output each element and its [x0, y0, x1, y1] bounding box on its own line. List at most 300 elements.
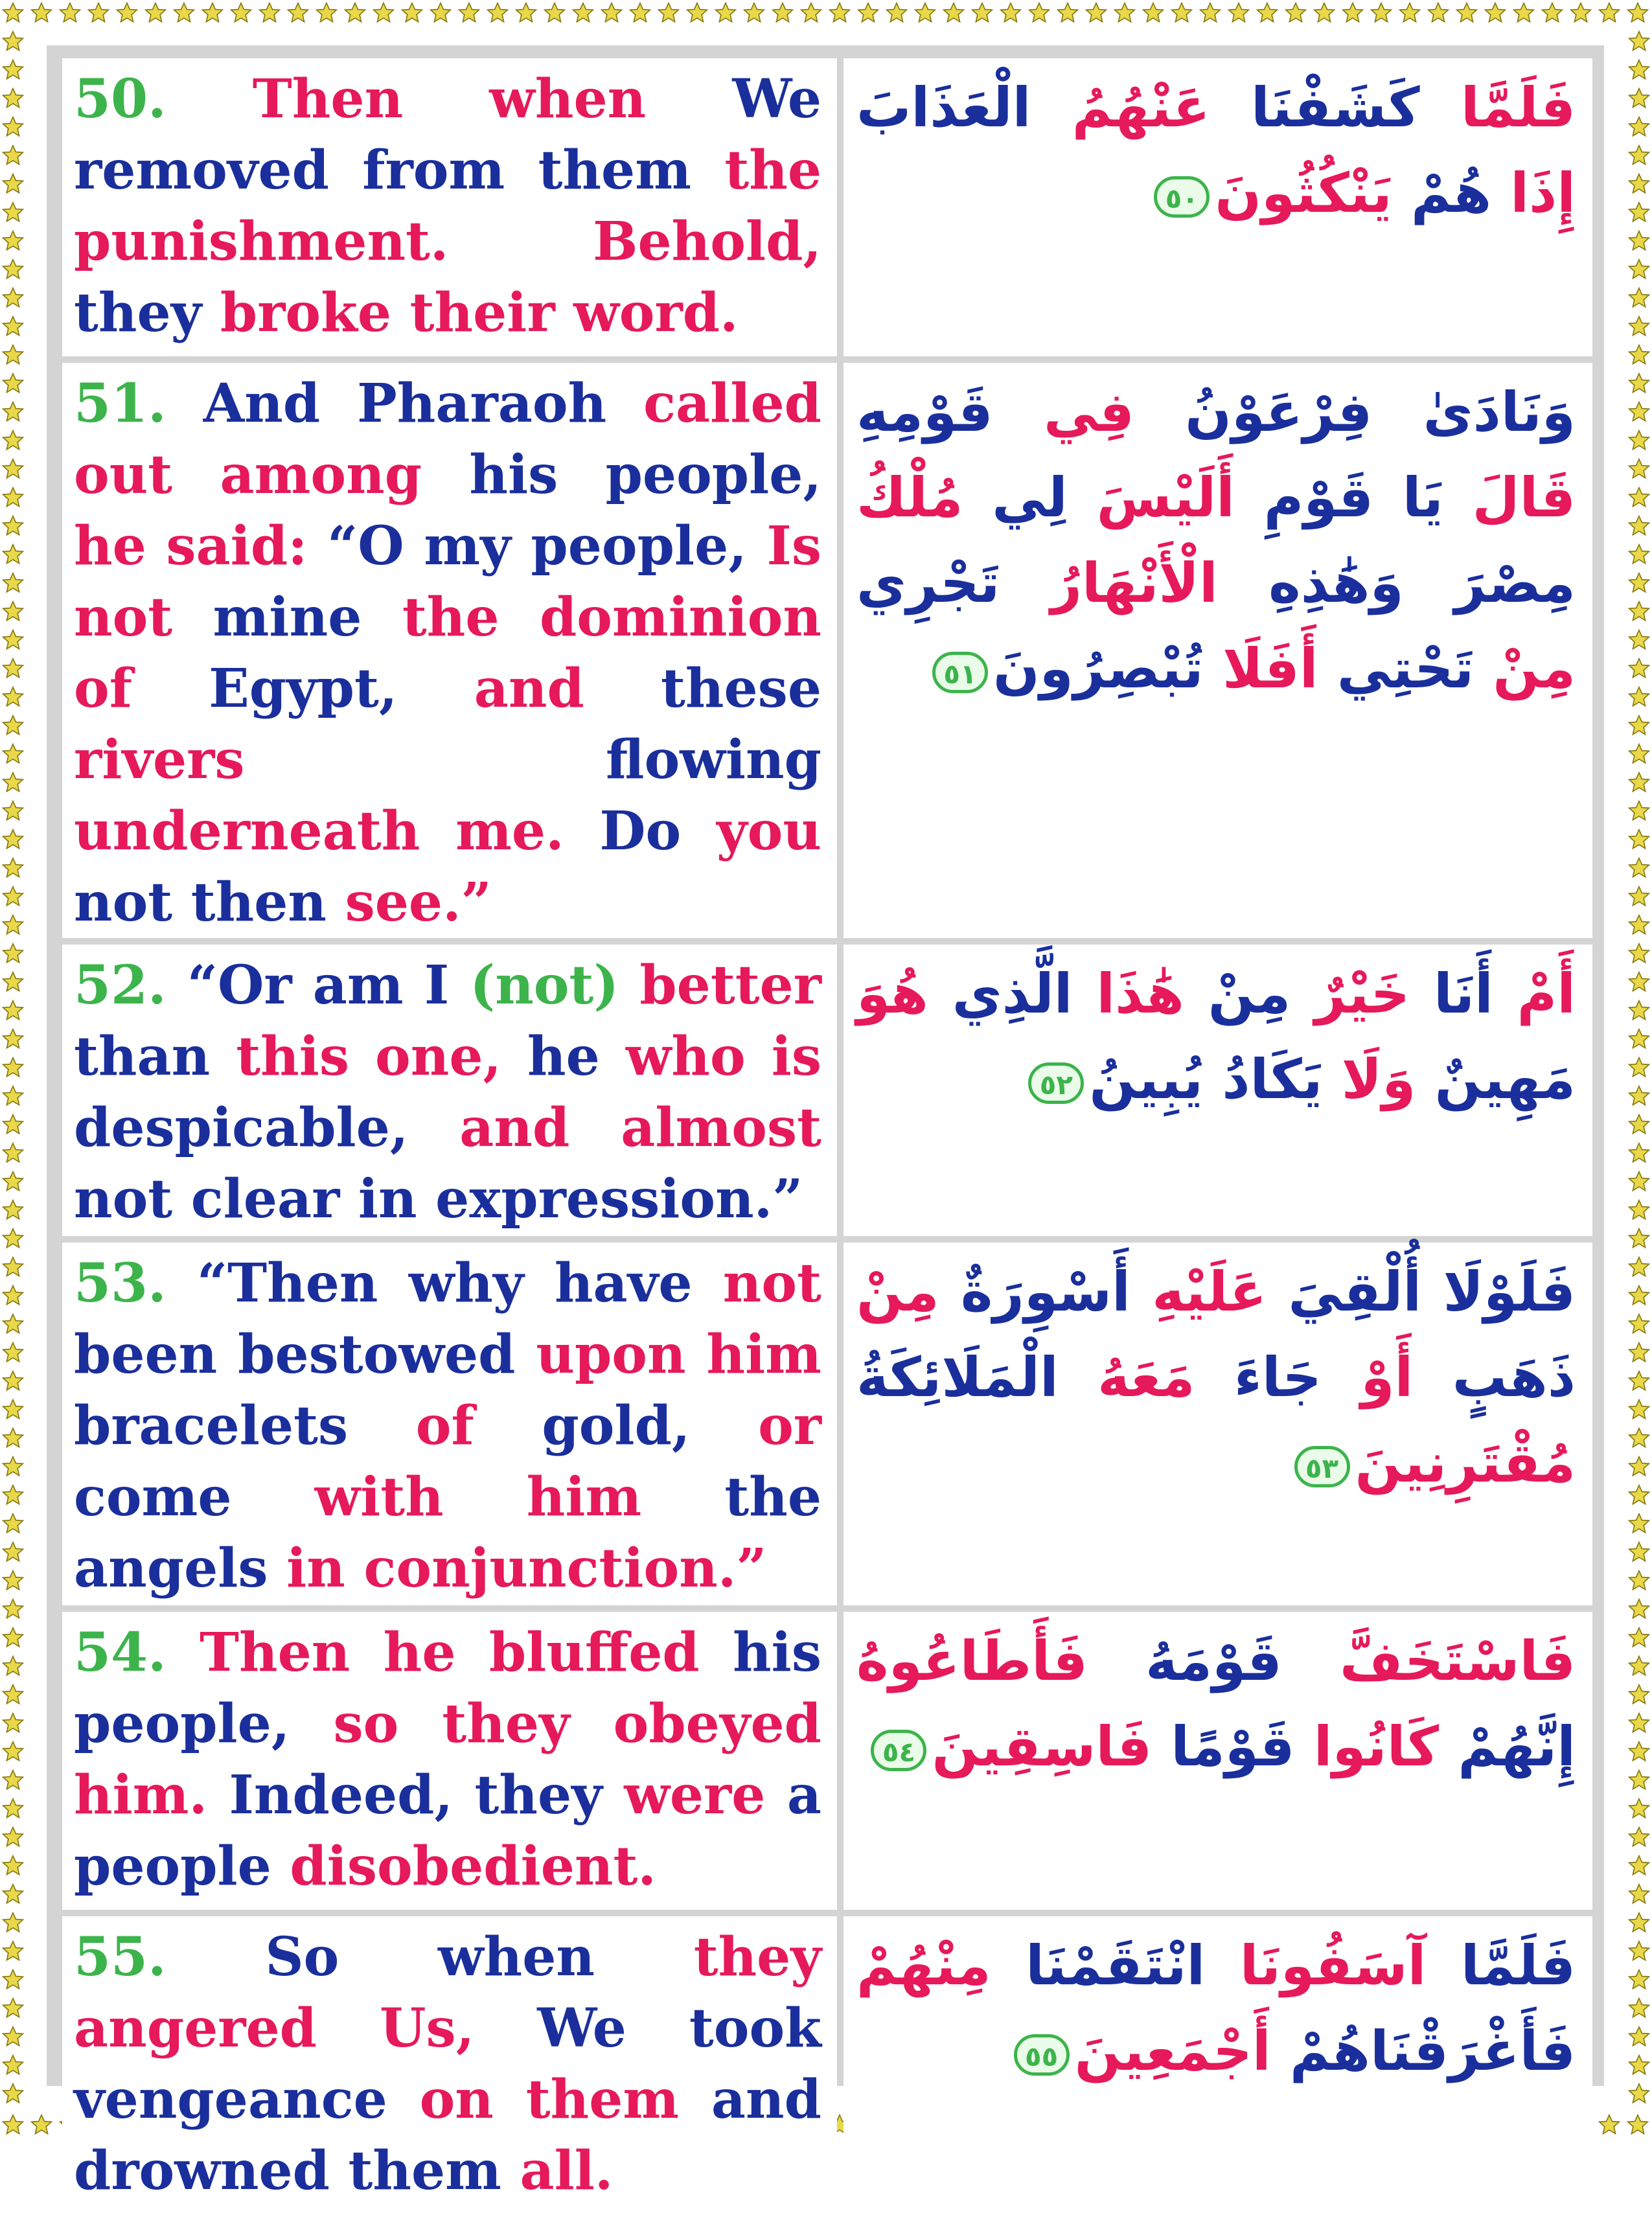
arabic-segment: الْمَلَائِكَةُ: [856, 1346, 1059, 1409]
arabic-segment: فَلَمَّا: [1419, 76, 1576, 139]
english-segment: (not): [470, 954, 640, 1016]
arabic-segment: أَمْ: [1493, 962, 1576, 1026]
english-segment: broke their word.: [220, 282, 739, 344]
border-star-icon: [1629, 659, 1649, 678]
border-star-icon: [1629, 1799, 1649, 1818]
arabic-segment: تَجْرِي: [856, 551, 1000, 615]
border-star-icon: [3, 1172, 23, 1191]
border-star-icon: [1629, 1343, 1649, 1362]
border-star-icon: [744, 3, 764, 22]
english-segment: they: [74, 282, 220, 344]
verse-row: [62, 1612, 1592, 1910]
border-star-icon: [3, 1400, 23, 1419]
border-star-icon: [3, 1685, 23, 1704]
border-star-icon: [602, 3, 622, 22]
border-star-icon: [1400, 3, 1420, 22]
border-star-icon: [1629, 317, 1649, 336]
arabic-segment: هَٰذَا: [1072, 962, 1184, 1026]
border-star-icon: [972, 3, 992, 22]
english-segment: not: [722, 1252, 821, 1314]
border-star-icon: [3, 1542, 23, 1561]
border-star-icon: [3, 915, 23, 934]
english-segment: his people,: [74, 1622, 821, 1755]
arabic-segment: يُبِينُ: [1089, 1048, 1204, 1111]
border-star-icon: [1629, 887, 1649, 906]
border-star-icon: [3, 317, 23, 336]
border-star-icon: [32, 2115, 52, 2134]
border-star-icon: [1629, 402, 1649, 421]
english-segment: better: [639, 954, 821, 1016]
border-star-icon: [3, 773, 23, 792]
ayah-end-marker-icon: ٥٠: [1154, 176, 1210, 218]
arabic-segment: مَعَهُ: [1058, 1346, 1195, 1409]
verse-row: [62, 1916, 1592, 2207]
border-star-icon: [1115, 3, 1135, 22]
verse-row: [62, 363, 1592, 938]
english-segment: they angered Us,: [74, 1926, 821, 2059]
border-star-icon: [1629, 60, 1649, 79]
border-star-icon: [3, 1657, 23, 1675]
border-star-icon: [3, 545, 23, 564]
border-star-icon: [3, 32, 23, 51]
english-segment: these: [661, 658, 822, 720]
border-star-icon: [402, 3, 422, 22]
border-star-icon: [3, 1428, 23, 1447]
border-star-icon: [1286, 3, 1306, 22]
english-segment: Behold,: [593, 211, 821, 273]
arabic-segment: إِذَا: [1491, 161, 1576, 225]
verse-row: [62, 58, 1592, 356]
arabic-segment: انْتَقَمْنَا: [991, 1934, 1206, 1997]
english-translation: [62, 58, 837, 356]
border-star-icon: [3, 1371, 23, 1390]
border-star-icon: [1629, 630, 1649, 649]
arabic-segment: الْأَنْهَارُ: [1000, 551, 1218, 615]
border-star-icon: [60, 3, 80, 22]
arabic-segment: مِنْ: [1184, 962, 1291, 1026]
ayah-end-marker-icon: ٥٣: [1294, 1446, 1350, 1487]
arabic-segment: مِنْ: [856, 1260, 939, 1324]
border-star-icon: [1629, 1999, 1649, 2017]
english-segment: disobedient.: [290, 1835, 656, 1898]
border-star-icon: [1628, 3, 1648, 22]
english-segment: So when: [166, 1926, 694, 1988]
border-star-icon: [1629, 773, 1649, 792]
border-star-icon: [3, 1628, 23, 1647]
border-star-icon: [1629, 1485, 1649, 1504]
arabic-segment: مُلْكُ: [856, 466, 963, 529]
border-star-icon: [3, 602, 23, 621]
border-star-icon: [1629, 1771, 1649, 1789]
arabic-segment: فَلَوْلَا: [1421, 1260, 1576, 1324]
border-star-icon: [3, 117, 23, 136]
english-segment: or: [758, 1395, 821, 1457]
english-segment: flowing: [605, 729, 821, 791]
english-segment: Is not: [74, 515, 821, 648]
border-star-icon: [3, 716, 23, 735]
border-star-icon: [117, 3, 137, 22]
english-segment: so they obeyed him.: [74, 1693, 822, 1826]
border-star-icon: [1314, 3, 1335, 22]
border-star-icon: [1629, 1742, 1649, 1761]
english-translation: [62, 1243, 837, 1605]
border-star-icon: [3, 2084, 23, 2103]
arabic-text: [843, 363, 1592, 938]
border-star-icon: [3, 288, 23, 307]
border-star-icon: [1629, 1257, 1649, 1276]
border-star-icon: [1629, 117, 1649, 136]
border-star-icon: [1629, 488, 1649, 507]
border-star-icon: [1229, 3, 1249, 22]
border-star-icon: [3, 801, 23, 820]
ayah-end-marker-icon: ٥١: [932, 652, 988, 693]
border-star-icon: [3, 459, 23, 478]
border-star-icon: [32, 3, 52, 22]
arabic-segment: قَوْمِهِ: [856, 380, 993, 444]
border-star-icon: [3, 1571, 23, 1590]
border-star-icon: [3, 431, 23, 450]
border-star-icon: [1543, 3, 1563, 22]
border-star-icon: [3, 203, 23, 222]
border-star-icon: [1629, 459, 1649, 478]
border-star-icon: [716, 3, 736, 22]
border-star-icon: [1629, 1400, 1649, 1419]
arabic-segment: الْعَذَابَ: [856, 76, 1031, 139]
border-star-icon: [801, 3, 821, 22]
border-star-icon: [1629, 1571, 1649, 1590]
border-star-icon: [1029, 3, 1050, 22]
border-star-icon: [1629, 1428, 1649, 1447]
arabic-segment: كَانُوا: [1294, 1715, 1440, 1778]
english-segment: not then: [74, 871, 345, 934]
english-segment: Indeed, they: [229, 1764, 625, 1826]
border-star-icon: [3, 231, 23, 250]
border-star-icon: [545, 3, 565, 22]
english-segment: see.”: [345, 871, 492, 934]
verse-number: 54.: [74, 1622, 166, 1684]
border-star-icon: [317, 3, 337, 22]
english-segment: this one,: [236, 1026, 528, 1088]
border-star-icon: [1629, 1856, 1649, 1875]
arabic-segment: مَهِينٌ: [1416, 1048, 1576, 1111]
english-translation: [62, 1916, 837, 2207]
border-star-icon: [1629, 1970, 1649, 1989]
border-star-icon: [3, 858, 23, 877]
border-star-icon: [1629, 915, 1649, 934]
verse-number: 52.: [74, 954, 166, 1016]
arabic-segment: قَالَ: [1443, 466, 1576, 529]
arabic-text: [843, 1243, 1592, 1605]
border-star-icon: [1629, 2084, 1649, 2103]
english-segment: the dominion of: [74, 586, 821, 720]
english-segment: “Or am I: [166, 954, 470, 1016]
border-star-icon: [374, 3, 394, 22]
border-star-icon: [1600, 3, 1620, 22]
english-segment: We removed from them: [74, 68, 821, 201]
english-segment: gold,: [542, 1395, 759, 1457]
border-star-icon: [3, 345, 23, 364]
border-star-icon: [3, 830, 23, 849]
border-star-icon: [1629, 1514, 1649, 1533]
english-segment: the angels: [74, 1466, 821, 1600]
border-star-icon: [488, 3, 508, 22]
english-segment: “O my people,: [327, 515, 767, 577]
arabic-segment: فِرْعَوْنُ: [1134, 380, 1373, 444]
arabic-segment: الَّذِي: [928, 962, 1073, 1026]
english-segment: Do: [599, 800, 717, 862]
border-star-icon: [3, 1913, 23, 1932]
border-star-icon: [1629, 1542, 1649, 1561]
arabic-segment: جَاءَ: [1195, 1346, 1322, 1409]
border-star-icon: [231, 3, 251, 22]
arabic-segment: أَلَيْسَ: [1067, 466, 1235, 529]
border-star-icon: [3, 60, 23, 79]
border-star-icon: [1629, 2056, 1649, 2074]
verse-number: 53.: [74, 1252, 166, 1314]
border-star-icon: [3, 1086, 23, 1105]
arabic-segment: إِنَّهُمْ: [1439, 1715, 1576, 1778]
english-segment: his people,: [469, 444, 822, 506]
english-segment: despicable,: [74, 1097, 460, 1159]
border-star-icon: [3, 1143, 23, 1162]
border-star-icon: [1629, 1885, 1649, 1903]
arabic-segment: أَسْوِرَةٌ: [939, 1260, 1130, 1324]
border-star-icon: [3, 1314, 23, 1333]
border-star-icon: [1257, 3, 1278, 22]
arabic-segment: وَنَادَىٰ: [1372, 380, 1576, 444]
border-star-icon: [3, 1257, 23, 1276]
border-star-icon: [944, 3, 964, 22]
border-star-icon: [687, 3, 707, 22]
english-segment: with him: [314, 1466, 725, 1528]
border-star-icon: [1629, 174, 1649, 193]
arabic-text: [843, 1916, 1592, 2207]
border-star-icon: [1629, 1086, 1649, 1105]
border-star-icon: [1629, 545, 1649, 564]
english-segment: come: [74, 1466, 315, 1528]
border-star-icon: [345, 3, 365, 22]
border-star-icon: [3, 516, 23, 535]
english-segment: Egypt,: [209, 658, 474, 720]
arabic-segment: يَكَادُ: [1203, 1048, 1323, 1111]
border-star-icon: [3, 1999, 23, 2017]
arabic-segment: يَنْكُثُونَ: [1215, 161, 1392, 225]
arabic-segment: قَوْمًا: [1151, 1715, 1295, 1778]
border-star-icon: [3, 1286, 23, 1305]
english-segment: who is: [625, 1026, 822, 1088]
border-star-icon: [1486, 3, 1506, 22]
border-star-icon: [1629, 1371, 1649, 1390]
border-star-icon: [1343, 3, 1363, 22]
border-star-icon: [1629, 830, 1649, 849]
border-star-icon: [3, 744, 23, 763]
border-star-icon: [1629, 1913, 1649, 1932]
border-star-icon: [3, 146, 23, 165]
border-star-icon: [830, 3, 850, 22]
english-segment: “Then why have: [166, 1252, 723, 1314]
border-star-icon: [3, 1885, 23, 1903]
arabic-segment: تُبْصِرُونَ: [992, 637, 1204, 700]
verse-number: 50.: [74, 68, 166, 130]
border-star-icon: [3, 630, 23, 649]
border-star-icon: [3, 659, 23, 678]
border-star-icon: [3, 260, 23, 279]
border-star-icon: [3, 2115, 23, 2134]
border-star-icon: [459, 3, 479, 22]
border-star-icon: [1600, 2115, 1620, 2134]
border-star-icon: [1629, 687, 1649, 706]
border-star-icon: [89, 3, 109, 22]
border-star-icon: [1629, 345, 1649, 364]
border-star-icon: [3, 1828, 23, 1846]
border-star-icon: [1629, 2027, 1649, 2046]
english-segment: you: [717, 800, 821, 862]
border-star-icon: [3, 374, 23, 393]
verse-row: [62, 1243, 1592, 1605]
english-segment: he: [527, 1026, 626, 1088]
border-star-icon: [3, 944, 23, 963]
border-star-icon: [146, 3, 166, 22]
border-star-icon: [1629, 1229, 1649, 1248]
arabic-text: [843, 58, 1592, 356]
border-star-icon: [1629, 32, 1649, 51]
arabic-segment: آسَفُونَا: [1205, 1934, 1427, 1997]
border-star-icon: [1629, 1828, 1649, 1846]
verse-number: 51.: [74, 373, 166, 435]
arabic-segment: هُمْ: [1392, 161, 1492, 225]
border-star-icon: [1371, 3, 1392, 22]
arabic-segment: فَاسِقِينَ: [932, 1715, 1152, 1778]
arabic-segment: أَنَا: [1410, 962, 1493, 1026]
english-translation: [62, 945, 837, 1236]
border-star-icon: [3, 1200, 23, 1219]
border-star-icon: [1629, 516, 1649, 535]
border-star-icon: [3, 1799, 23, 1818]
border-star-icon: [260, 3, 280, 22]
english-segment: upon him: [536, 1324, 821, 1386]
border-star-icon: [3, 1457, 23, 1476]
arabic-segment: لِي: [963, 466, 1068, 529]
arabic-segment: فَأَغْرَقْنَاهُمْ: [1270, 2019, 1576, 2083]
english-segment: rivers: [74, 729, 606, 791]
border-star-icon: [659, 3, 679, 22]
border-star-icon: [3, 1115, 23, 1134]
english-segment: in conjunction.”: [286, 1537, 767, 1600]
english-segment: on them: [419, 2069, 711, 2131]
border-star-icon: [1143, 3, 1164, 22]
border-star-icon: [887, 3, 907, 22]
arabic-segment: تَحْتِي: [1318, 637, 1474, 700]
border-star-icon: [1058, 3, 1078, 22]
border-star-icon: [1629, 1172, 1649, 1191]
english-segment: and almost: [459, 1097, 821, 1159]
english-segment: not clear in expression.”: [74, 1168, 803, 1230]
verse-number: 55.: [74, 1926, 166, 1988]
border-star-icon: [1172, 3, 1192, 22]
arabic-segment: عَنْهُمُ: [1031, 76, 1210, 139]
border-star-icon: [3, 1514, 23, 1533]
border-star-icon: [1629, 1628, 1649, 1647]
border-star-icon: [1629, 1657, 1649, 1675]
english-segment: the punishment.: [74, 139, 821, 273]
arabic-segment: عَلَيْهِ: [1130, 1260, 1267, 1324]
arabic-segment: مُقْتَرِنِينَ: [1355, 1431, 1576, 1495]
border-star-icon: [3, 3, 23, 22]
arabic-segment: وَلَا: [1322, 1048, 1416, 1111]
border-star-icon: [1629, 801, 1649, 820]
arabic-segment: وَهَٰذِهِ: [1217, 551, 1404, 615]
border-star-icon: [3, 1001, 23, 1020]
border-star-icon: [1086, 3, 1107, 22]
border-star-icon: [3, 1058, 23, 1077]
english-segment: all.: [520, 2140, 614, 2202]
border-star-icon: [3, 972, 23, 991]
english-segment: called out among: [74, 373, 821, 506]
border-star-icon: [3, 1343, 23, 1362]
border-star-icon: [1629, 1286, 1649, 1305]
border-star-icon: [3, 687, 23, 706]
border-star-icon: [1629, 1457, 1649, 1476]
arabic-segment: يَا قَوْمِ: [1234, 466, 1443, 529]
border-star-icon: [1628, 2115, 1648, 2134]
english-segment: and: [474, 658, 661, 720]
border-star-icon: [3, 2056, 23, 2074]
border-star-icon: [431, 3, 451, 22]
border-star-icon: [516, 3, 536, 22]
arabic-segment: أُلْقِيَ: [1267, 1260, 1422, 1324]
border-star-icon: [630, 3, 650, 22]
border-star-icon: [1629, 602, 1649, 621]
border-star-icon: [3, 174, 23, 193]
english-segment: Then he bluffed: [166, 1622, 733, 1684]
border-star-icon: [3, 1600, 23, 1618]
english-segment: We took vengeance: [74, 1997, 821, 2131]
border-star-icon: [1629, 231, 1649, 250]
english-translation: [62, 1612, 837, 1910]
border-star-icon: [1457, 3, 1477, 22]
border-star-icon: [1629, 1001, 1649, 1020]
arabic-segment: أَجْمَعِينَ: [1074, 2019, 1271, 2083]
english-translation: [62, 363, 837, 938]
english-segment: bracelets: [74, 1395, 416, 1457]
english-segment: underneath me.: [74, 800, 600, 862]
english-segment: mine: [212, 586, 402, 648]
border-star-icon: [773, 3, 793, 22]
border-star-icon: [1629, 744, 1649, 763]
border-star-icon: [1428, 3, 1449, 22]
arabic-segment: هُوَ: [856, 962, 928, 1026]
border-star-icon: [3, 1714, 23, 1732]
arabic-text: [843, 1612, 1592, 1910]
english-segment: than: [74, 1026, 236, 1088]
border-star-icon: [1629, 288, 1649, 307]
border-star-icon: [3, 1771, 23, 1789]
border-star-icon: [1514, 3, 1534, 22]
arabic-segment: فَاسْتَخَفَّ: [1281, 1629, 1576, 1693]
border-star-icon: [1629, 374, 1649, 393]
border-star-icon: [1629, 146, 1649, 165]
border-star-icon: [174, 3, 194, 22]
border-star-icon: [1629, 1029, 1649, 1048]
border-star-icon: [3, 1970, 23, 1989]
border-star-icon: [1629, 89, 1649, 108]
border-star-icon: [3, 573, 23, 592]
english-segment: of: [415, 1395, 542, 1457]
border-star-icon: [1629, 573, 1649, 592]
border-star-icon: [3, 402, 23, 421]
arabic-segment: قَوْمَهُ: [1087, 1629, 1282, 1693]
english-segment: Then when: [166, 68, 733, 130]
